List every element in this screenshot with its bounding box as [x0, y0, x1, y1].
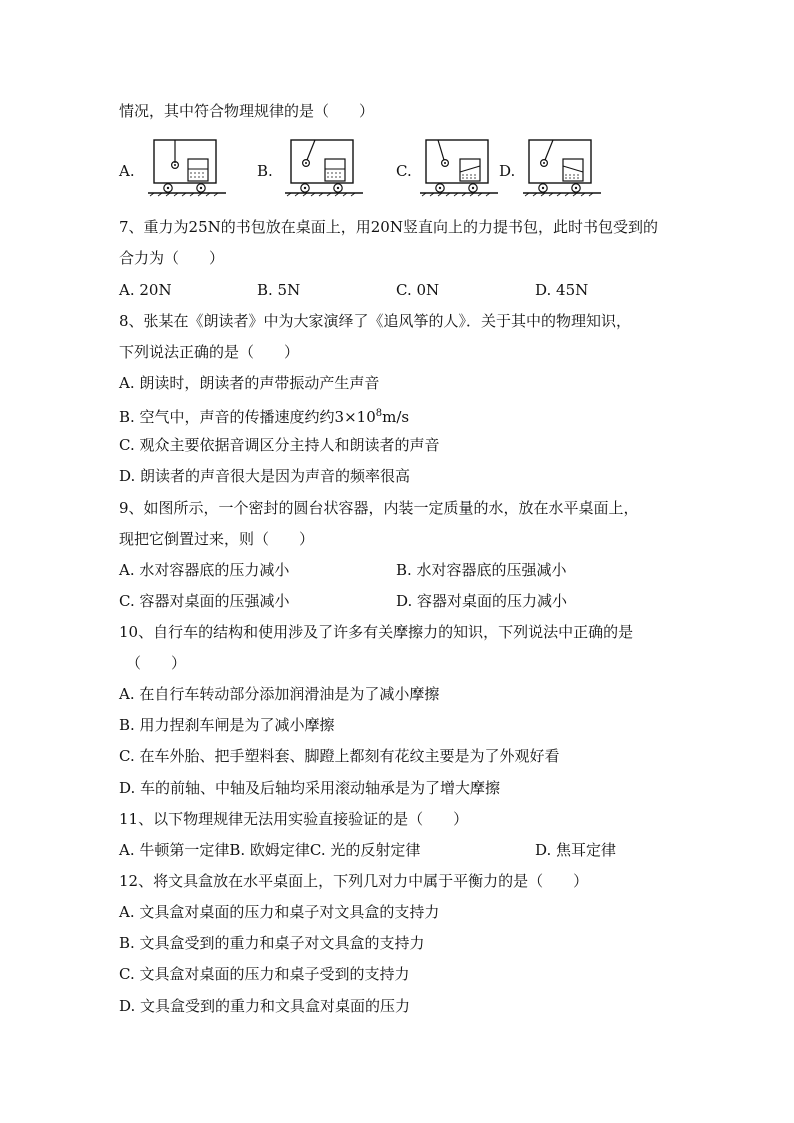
q10-option-b: B. 用力捏刹车闸是为了减小摩擦 — [119, 716, 335, 734]
q9-stem-line-2: 现把它倒置过来，则（ ） — [119, 530, 315, 548]
q10-option-a: A. 在自行车转动部分添加润滑油是为了减小摩擦 — [119, 685, 440, 703]
q7-stem-line-1: 7、重力为25N的书包放在桌面上，用20N竖直向上的力提书包，此时书包受到的 — [119, 218, 658, 236]
q7-option-d: D. 45N — [535, 281, 589, 299]
q6-figure-c — [420, 136, 500, 196]
q7-option-c: C. 0N — [396, 281, 440, 299]
q12-option-c: C. 文具盒对桌面的压力和桌子受到的支持力 — [119, 965, 410, 983]
q6-stem-tail: 情况，其中符合物理规律的是（ ） — [119, 102, 375, 120]
q8-stem-line-1: 8、张某在《朗读者》中为大家演绎了《追风筝的人》．关于其中的物理知识， — [119, 312, 632, 330]
q9-option-c: C. 容器对桌面的压强减小 — [119, 592, 290, 610]
q11-stem: 11、以下物理规律无法用实验直接验证的是（ ） — [119, 810, 469, 828]
q9-option-b: B. 水对容器底的压强减小 — [396, 561, 567, 579]
q8-option-d: D. 朗读者的声音很大是因为声音的频率很高 — [119, 467, 411, 485]
q6-figure-label-b: B. — [257, 162, 273, 180]
q7-option-a: A. 20N — [119, 281, 172, 299]
q10-stem-line-2: （ ） — [126, 654, 187, 672]
q6-figure-b — [285, 136, 365, 196]
q10-option-d: D. 车的前轴、中轴及后轴均采用滚动轴承是为了增大摩擦 — [119, 779, 501, 797]
q9-option-a: A. 水对容器底的压力减小 — [119, 561, 290, 579]
q8-option-b-pre: B. 空气中，声音的传播速度约约3×10 — [119, 408, 376, 426]
q8-option-b-exponent: 8 — [375, 408, 383, 419]
q9-option-d: D. 容器对桌面的压力减小 — [396, 592, 568, 610]
q8-option-a: A. 朗读时，朗读者的声带振动产生声音 — [119, 374, 380, 392]
q12-option-a: A. 文具盒对桌面的压力和桌子对文具盒的支持力 — [119, 903, 440, 921]
q7-option-b: B. 5N — [257, 281, 301, 299]
q8-stem-line-2: 下列说法正确的是（ ） — [119, 343, 300, 361]
q6-figure-d — [523, 136, 603, 196]
q8-option-c: C. 观众主要依据音调区分主持人和朗读者的声音 — [119, 436, 440, 454]
q6-figure-a — [148, 136, 228, 196]
q12-option-d: D. 文具盒受到的重力和文具盒对桌面的压力 — [119, 997, 411, 1015]
q11-option-d: D. 焦耳定律 — [535, 841, 617, 859]
q8-option-b — [119, 404, 409, 427]
q6-figure-label-a: A. — [119, 162, 135, 180]
q12-stem: 12、将文具盒放在水平桌面上，下列几对力中属于平衡力的是（ ） — [119, 872, 589, 890]
q11-options-abc: A. 牛顿第一定律B. 欧姆定律C. 光的反射定律 — [119, 841, 421, 859]
q6-figure-label-c: C. — [396, 162, 412, 180]
q10-option-c: C. 在车外胎、把手塑料套、脚蹬上都刻有花纹主要是为了外观好看 — [119, 747, 560, 765]
q8-option-b-post: m/s — [382, 408, 410, 426]
q9-stem-line-1: 9、如图所示，一个密封的圆台状容器，内装一定质量的水，放在水平桌面上， — [119, 499, 639, 517]
q7-stem-line-2: 合力为（ ） — [119, 249, 225, 267]
q10-stem-line-1: 10、自行车的结构和使用涉及了许多有关摩擦力的知识，下列说法中正确的是 — [119, 623, 634, 641]
q6-figure-label-d: D. — [499, 162, 516, 180]
q12-option-b: B. 文具盒受到的重力和桌子对文具盒的支持力 — [119, 934, 425, 952]
